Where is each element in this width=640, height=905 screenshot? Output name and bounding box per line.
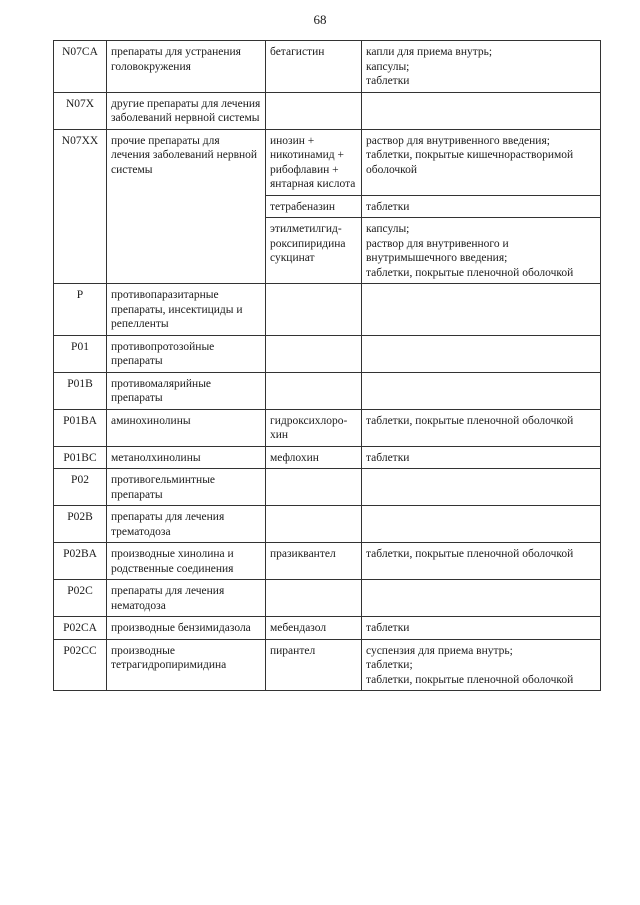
dosage-form-cell [362, 469, 601, 506]
dosage-form-cell [362, 372, 601, 409]
dosage-form-cell: таблетки [362, 617, 601, 640]
dosage-form-cell: таблетки, покрытые пленочной оболочкой [362, 409, 601, 446]
group-cell: препараты для устранения головокружения [107, 41, 266, 93]
atc-code-cell: P01 [54, 335, 107, 372]
table-row [54, 506, 601, 543]
table-row [54, 335, 601, 372]
atc-code-cell: N07XX [54, 129, 107, 284]
dosage-form-cell: таблетки [362, 195, 601, 218]
group-cell: противопротозойные препараты [107, 335, 266, 372]
table-row [54, 409, 601, 446]
drug-cell: этилметилгид-роксипиридина сукцинат [266, 218, 362, 284]
group-cell: другие препараты для лечения заболеваний нервной системы [107, 92, 266, 129]
atc-code-cell: N07X [54, 92, 107, 129]
drug-cell: бетагистин [266, 41, 362, 93]
table-row [54, 580, 601, 617]
drug-cell [266, 335, 362, 372]
group-cell: аминохинолины [107, 409, 266, 446]
drug-cell [266, 580, 362, 617]
drug-cell [266, 92, 362, 129]
atc-code-cell: P02BA [54, 543, 107, 580]
group-cell: противомалярийные препараты [107, 372, 266, 409]
drug-cell [266, 284, 362, 336]
table-row [54, 284, 601, 336]
dosage-form-cell [362, 92, 601, 129]
table-row [54, 543, 601, 580]
dosage-form-cell: таблетки [362, 446, 601, 469]
dosage-form-cell: капли для приема внутрь; капсулы; таблетки [362, 41, 601, 93]
atc-code-cell: P01BC [54, 446, 107, 469]
table-row [54, 92, 601, 129]
dosage-form-cell: раствор для внутривенного введения; таблетки, покрытые кишечнорастворимой оболочкой [362, 129, 601, 195]
drug-cell: празиквантел [266, 543, 362, 580]
dosage-form-cell [362, 284, 601, 336]
dosage-form-cell [362, 506, 601, 543]
drug-cell: мебендазол [266, 617, 362, 640]
drug-cell: мефлохин [266, 446, 362, 469]
drug-cell: гидроксихлоро-хин [266, 409, 362, 446]
dosage-form-cell: суспензия для приема внутрь; таблетки; таблетки, покрытые пленочной оболочкой [362, 639, 601, 691]
drug-cell: пирантел [266, 639, 362, 691]
table-row [54, 469, 601, 506]
group-cell: противогельминтные препараты [107, 469, 266, 506]
group-cell: производные бензимидазола [107, 617, 266, 640]
atc-code-cell: P02 [54, 469, 107, 506]
drug-cell: инозин + никотинамид + рибофлавин + янтарная кислота [266, 129, 362, 195]
table-row [54, 372, 601, 409]
group-cell: производные тетрагидропиримидина [107, 639, 266, 691]
drug-cell: тетрабеназин [266, 195, 362, 218]
atc-code-cell: P [54, 284, 107, 336]
table-row [54, 129, 601, 195]
atc-code-cell: P02CA [54, 617, 107, 640]
atc-code-cell: N07CA [54, 41, 107, 93]
table-row [54, 41, 601, 93]
dosage-form-cell: таблетки, покрытые пленочной оболочкой [362, 543, 601, 580]
group-cell: противопаразитарные препараты, инсектициды и репелленты [107, 284, 266, 336]
drug-list-table [53, 40, 601, 691]
table-row [54, 446, 601, 469]
group-cell: производные хинолина и родственные соединения [107, 543, 266, 580]
group-cell: прочие препараты для лечения заболеваний нервной системы [107, 129, 266, 284]
atc-code-cell: P01B [54, 372, 107, 409]
drug-cell [266, 372, 362, 409]
page-number: 68 [313, 12, 327, 27]
atc-code-cell: P02CC [54, 639, 107, 691]
group-cell: препараты для лечения трематодоза [107, 506, 266, 543]
atc-code-cell: P01BA [54, 409, 107, 446]
drug-cell [266, 506, 362, 543]
atc-code-cell: P02B [54, 506, 107, 543]
dosage-form-cell [362, 335, 601, 372]
dosage-form-cell: капсулы; раствор для внутривенного и внутримышечного введения; таблетки, покрытые пленочной оболочкой [362, 218, 601, 284]
atc-code-cell: P02C [54, 580, 107, 617]
group-cell: препараты для лечения нематодоза [107, 580, 266, 617]
table-row [54, 639, 601, 691]
table-row [54, 617, 601, 640]
drug-cell [266, 469, 362, 506]
group-cell: метанолхинолины [107, 446, 266, 469]
dosage-form-cell [362, 580, 601, 617]
